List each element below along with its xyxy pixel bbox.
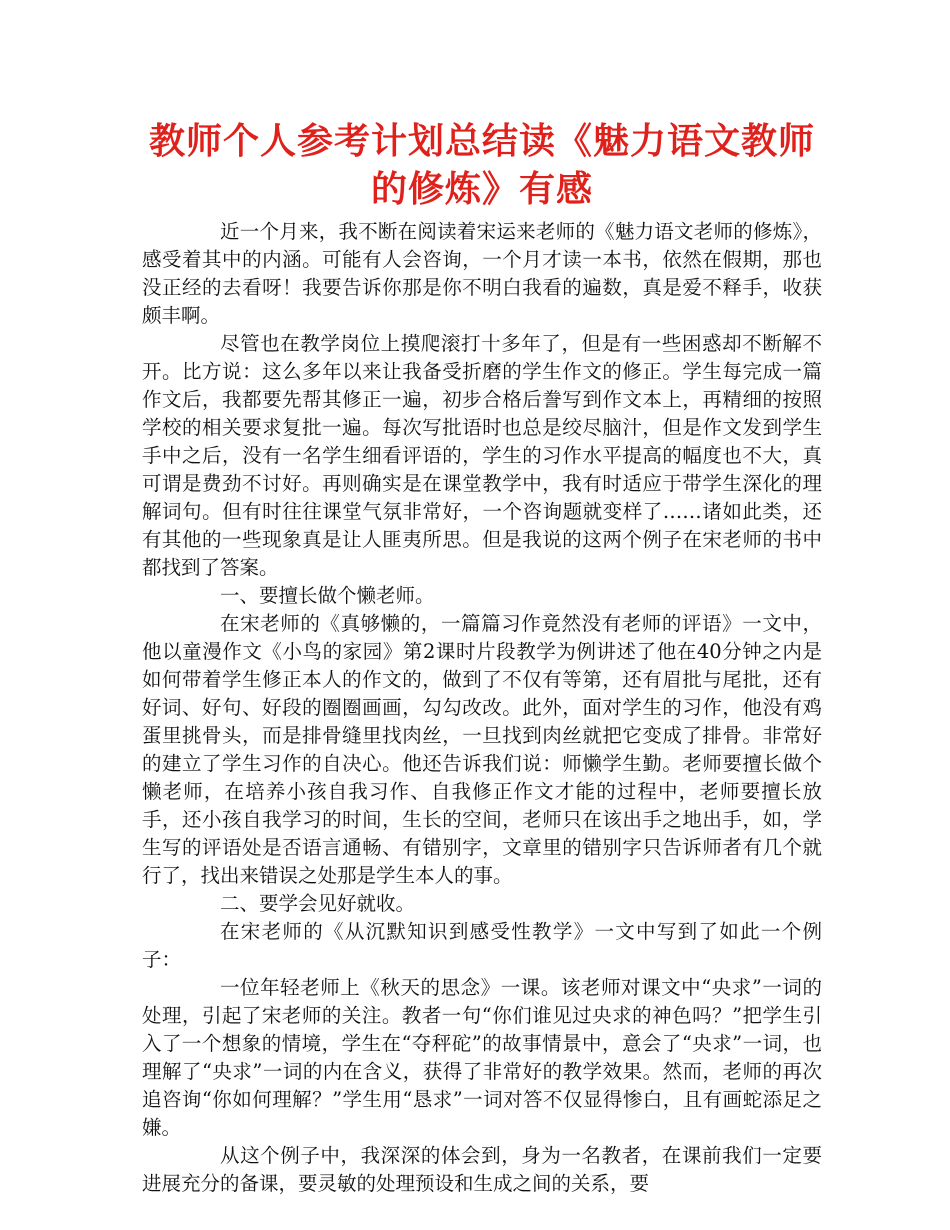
- paragraph: 在宋老师的《从沉默知识到感受性教学》一文中写到了如此一个例子：: [142, 920, 822, 971]
- paragraph: 近一个月来，我不断在阅读着宋运来老师的《魅力语文老师的修炼》，感受着其中的内涵。可能有人会咨询，一个月才读一本书，依然在假期，那也没正经的去看呀！我要告诉你那是你不明白我看的遍数，真是爱不释手，收获颇丰啊。: [142, 220, 822, 327]
- document-body: [142, 218, 822, 1198]
- paragraph: 从这个例子中，我深深的体会到，身为一名教者，在课前我们一定要进展充分的备课，要灵敏的处理预设和生成之间的关系，要: [142, 1144, 822, 1195]
- section-heading: 二、要学会见好就收。: [220, 892, 416, 915]
- document-page: [142, 118, 822, 1198]
- section-heading: 一、要擅长做个懒老师。: [220, 584, 435, 607]
- paragraph: 尽管也在教学岗位上摸爬滚打十多年了，但是有一些困惑却不断解不开。比方说：这么多年以来让我备受折磨的学生作文的修正。学生每完成一篇作文后，我都要先帮其修正一遍，初步合格后誊写到作文本上，再精细的按照学校的相关要求复批一遍。每次写批语时也总是绞尽脑汁，但是作文发到学生手中之后，没有一名学生细看评语的，学生的习作水平提高的幅度也不大，真可谓是费劲不讨好。再则确实是在课堂教学中，我有时适应于带学生深化的理解词句。但有时往往课堂气氛非常好，一个咨询题就变样了……诸如此类，还有其他的一些现象真是让人匪夷所思。但是我说的这两个例子在宋老师的书中都找到了答案。: [142, 332, 822, 579]
- paragraph: 在宋老师的《真够懒的，一篇篇习作竟然没有老师的评语》一文中，他以童漫作文《小鸟的家园》第2课时片段教学为例讲述了他在40分钟之内是如何带着学生修正本人的作文的，做到了不仅有等第，还有眉批与尾批，还有好词、好句、好段的圈圈画画，勾勾改改。此外，面对学生的习作，他没有鸡蛋里挑骨头，而是排骨缝里找肉丝，一旦找到肉丝就把它变成了排骨。非常好的建立了学生习作的自决心。他还告诉我们说：师懒学生勤。老师要擅长做个懒老师，在培养小孩自我习作、自我修正作文才能的过程中，老师要擅长放手，还小孩自我学习的时间，生长的空间，老师只在该出手之地出手，如，学生写的评语处是否语言通畅、有错别字，文章里的错别字只告诉师者有几个就行了，找出来错误之处那是学生本人的事。: [142, 612, 822, 887]
- paragraph: 一位年轻老师上《秋天的思念》一课。该老师对课文中“央求”一词的处理，引起了宋老师的关注。教者一句“你们谁见过央求的神色吗？”把学生引入了一个想象的情境，学生在“夺秤砣”的故事情景中，意会了“央求”一词，也理解了“央求”一词的内在含义，获得了非常好的教学效果。然而，老师的再次追咨询“你如何理解？”学生用“恳求”一词对答不仅显得惨白，且有画蛇添足之嫌。: [142, 976, 822, 1139]
- document-title: 教师个人参考计划总结读《魅力语文教师的修炼》有感: [148, 121, 815, 210]
